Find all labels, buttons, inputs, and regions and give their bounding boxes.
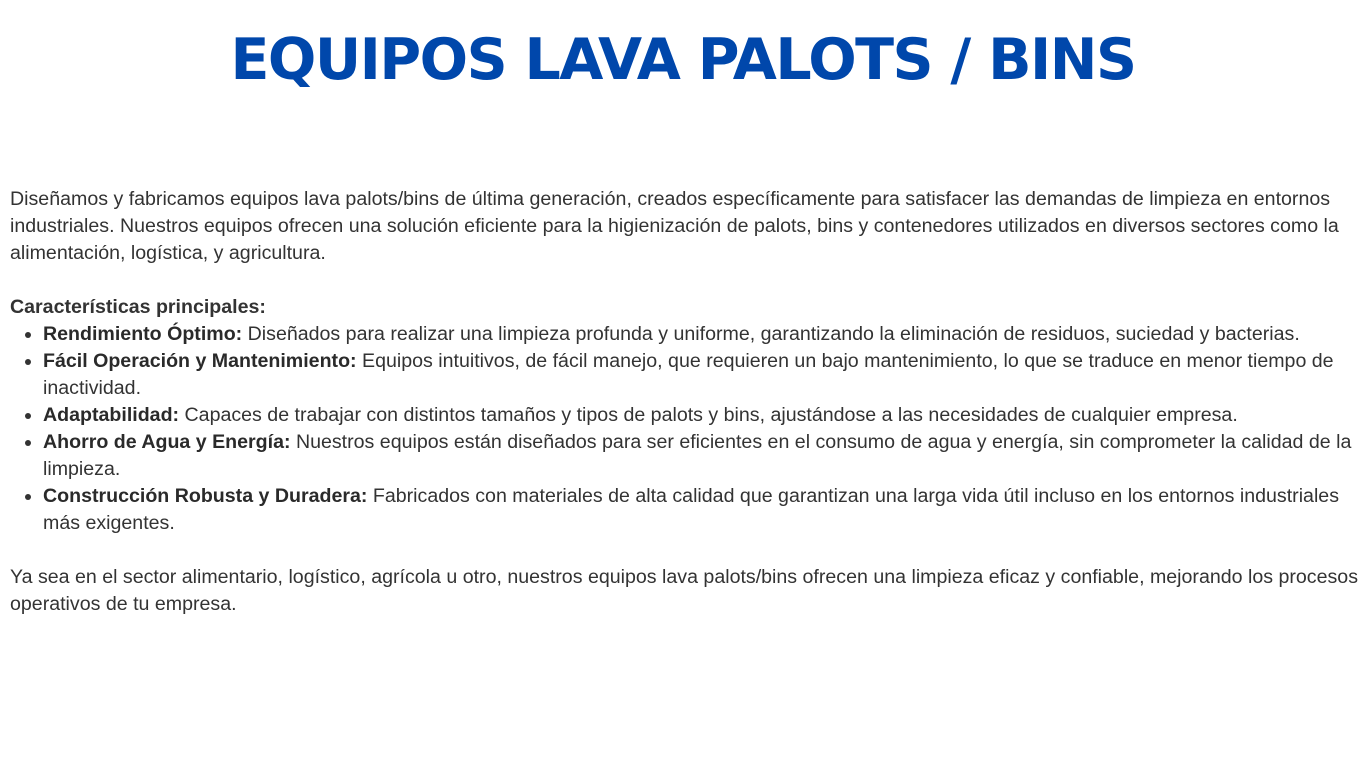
feature-item-construccion <box>43 483 1362 537</box>
feature-title: Rendimiento Óptimo: <box>43 323 243 345</box>
feature-title: Fácil Operación y Mantenimiento: <box>43 350 357 372</box>
feature-item-ahorro <box>43 429 1362 483</box>
feature-text: Nuestros equipos están diseñados para ser eficientes en el consumo de agua y energía, sin comprometer la calidad de la limpieza. <box>43 431 1352 480</box>
feature-text: Equipos intuitivos, de fácil manejo, que requieren un bajo mantenimiento, lo que se traduce en menor tiempo de inactividad. <box>43 350 1334 399</box>
feature-item-rendimiento <box>43 321 1362 348</box>
feature-list <box>10 321 1362 537</box>
feature-text: Fabricados con materiales de alta calidad que garantizan una larga vida útil incluso en los entornos industriales más exigentes. <box>43 485 1339 534</box>
intro-paragraph: Diseñamos y fabricamos equipos lava palots/bins de última generación, creados específicamente para satisfacer las demandas de limpieza en entornos industriales. Nuestros equipos ofrecen una solución eficiente para la higienización de palots, bins y contenedores utilizados en diversos sectores como la alimentación, logística, y agricultura. <box>10 188 1339 264</box>
closing-paragraph: Ya sea en el sector alimentario, logístico, agrícola u otro, nuestros equipos lava palots/bins ofrecen una limpieza eficaz y confiable, mejorando los procesos operativos de tu empresa. <box>10 566 1358 615</box>
feature-text: Diseñados para realizar una limpieza profunda y uniforme, garantizando la eliminación de residuos, suciedad y bacterias. <box>242 323 1300 345</box>
features-heading: Características principales: <box>10 296 266 318</box>
feature-title: Construcción Robusta y Duradera: <box>43 485 368 507</box>
content-section <box>10 186 1362 618</box>
feature-item-operacion <box>43 348 1362 402</box>
feature-title: Ahorro de Agua y Energía: <box>43 431 291 453</box>
feature-item-adaptabilidad <box>43 402 1362 429</box>
feature-title: Adaptabilidad: <box>43 404 180 426</box>
feature-text: Capaces de trabajar con distintos tamaños y tipos de palots y bins, ajustándose a las necesidades de cualquier empresa. <box>179 404 1238 426</box>
page-title: EQUIPOS LAVA PALOTS / BINS <box>230 27 1136 93</box>
